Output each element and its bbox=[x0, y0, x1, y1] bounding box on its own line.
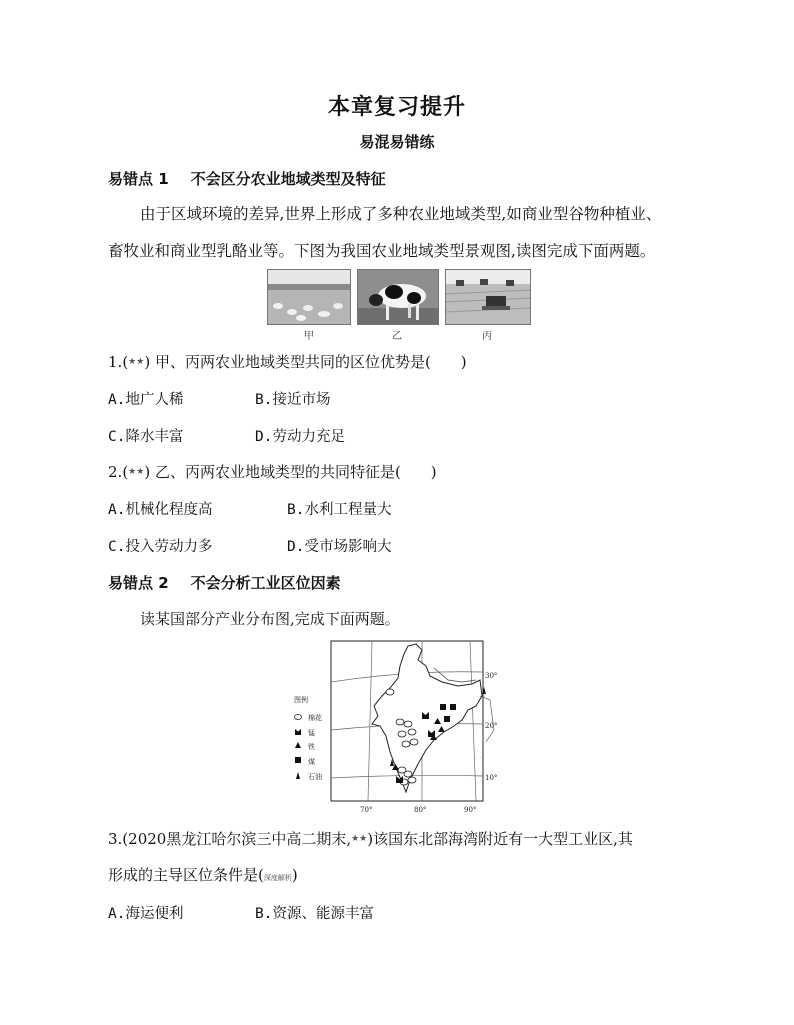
legend-manganese: 锰 bbox=[308, 729, 315, 737]
question-3-line-2: 形成的主导区位条件是(深度解析) bbox=[108, 866, 298, 884]
q3-option-a[interactable]: A.海运便利 bbox=[108, 906, 184, 922]
legend-iron: 铁 bbox=[308, 743, 315, 751]
question-1: 1.(★★) 甲、丙两农业地域类型共同的区位优势是( ) bbox=[108, 353, 467, 371]
section-1-label: 易错点 1 bbox=[108, 170, 169, 188]
q2-option-a[interactable]: A.机械化程度高 bbox=[108, 502, 213, 518]
lon-label-90: 90° bbox=[464, 806, 477, 814]
question-2: 2.(★★) 乙、丙两农业地域类型的共同特征是( ) bbox=[108, 463, 437, 481]
lat-label-30: 30° bbox=[485, 672, 498, 680]
legend-coal: 煤 bbox=[308, 758, 315, 766]
lon-label-70: 70° bbox=[360, 806, 373, 814]
dairy-cow-image bbox=[358, 270, 438, 324]
legend-cotton: 棉花 bbox=[308, 714, 322, 722]
q2-option-b[interactable]: B.水利工程量大 bbox=[287, 502, 392, 518]
question-1-stem: 甲、丙两农业地域类型共同的区位优势是( ) bbox=[154, 353, 467, 371]
question-1-number: 1. bbox=[108, 353, 123, 371]
industry-distribution-map bbox=[294, 640, 500, 820]
q2-option-c[interactable]: C.投入劳动力多 bbox=[108, 539, 213, 555]
section-2-title: 不会分析工业区位因素 bbox=[190, 574, 341, 592]
svg-text::: : bbox=[482, 762, 484, 768]
question-3-line2: 形成的主导区位条件是( bbox=[108, 866, 264, 884]
difficulty-stars-icon: ★★ bbox=[128, 467, 145, 477]
photo-yi-dairy-cow bbox=[357, 269, 439, 325]
paragraph-line-2: 畜牧业和商业型乳酪业等。下图为我国农业地域类型景观图,读图完成下面两题。 bbox=[108, 242, 656, 260]
caption-bing: 丙 bbox=[482, 331, 492, 342]
page-subtitle: 易混易错练 bbox=[359, 133, 435, 151]
difficulty-stars-icon: ★★ bbox=[351, 834, 368, 844]
section-1-title: 不会区分农业地域类型及特征 bbox=[190, 170, 386, 188]
caption-yi: 乙 bbox=[392, 331, 402, 342]
section-1-heading bbox=[108, 168, 386, 189]
q1-option-d[interactable]: D.劳动力充足 bbox=[255, 429, 345, 445]
harvest-image bbox=[446, 270, 530, 324]
pasture-image bbox=[268, 270, 350, 324]
svg-text:.: . bbox=[480, 754, 482, 760]
map-svg bbox=[294, 640, 500, 820]
q3-option-b[interactable]: B.资源、能源丰富 bbox=[255, 906, 374, 922]
question-3 bbox=[108, 828, 633, 849]
caption-jia: 甲 bbox=[304, 331, 314, 342]
photo-jia-pasture bbox=[267, 269, 351, 325]
lon-label-80: 80° bbox=[414, 806, 427, 814]
deep-analysis-tag: 深度解析 bbox=[263, 874, 292, 882]
q1-option-b[interactable]: B.接近市场 bbox=[255, 392, 331, 408]
q2-option-d[interactable]: D.受市场影响大 bbox=[287, 539, 392, 555]
question-2-stem: 乙、丙两农业地域类型的共同特征是( ) bbox=[154, 463, 437, 481]
question-2-number: 2. bbox=[108, 463, 123, 481]
question-3-stem: )该国东北部海湾附近有一大型工业区,其 bbox=[367, 830, 633, 848]
photo-bing-harvest bbox=[445, 269, 531, 325]
lat-label-20: 20° bbox=[485, 722, 498, 730]
lat-label-10: 10° bbox=[485, 774, 498, 782]
section-2-heading bbox=[108, 572, 341, 593]
section-2-label: 易错点 2 bbox=[108, 574, 169, 592]
q1-option-c[interactable]: C.降水丰富 bbox=[108, 429, 184, 445]
question-3-prefix: 3.(2020黑龙江哈尔滨三中高二期末, bbox=[108, 830, 352, 848]
difficulty-stars-icon: ★★ bbox=[128, 357, 145, 367]
section-1-paragraph bbox=[108, 196, 708, 270]
legend-oil: 石油 bbox=[308, 773, 322, 781]
page-title: 本章复习提升 bbox=[327, 95, 466, 120]
paragraph-line-1: 由于区域环境的差异,世界上形成了多种农业地域类型,如商业型谷物种植业、 bbox=[140, 205, 662, 223]
q1-option-a[interactable]: A.地广人稀 bbox=[108, 392, 184, 408]
legend-title: 图例 bbox=[294, 696, 308, 704]
section-2-intro: 读某国部分产业分布图,完成下面两题。 bbox=[140, 610, 400, 628]
